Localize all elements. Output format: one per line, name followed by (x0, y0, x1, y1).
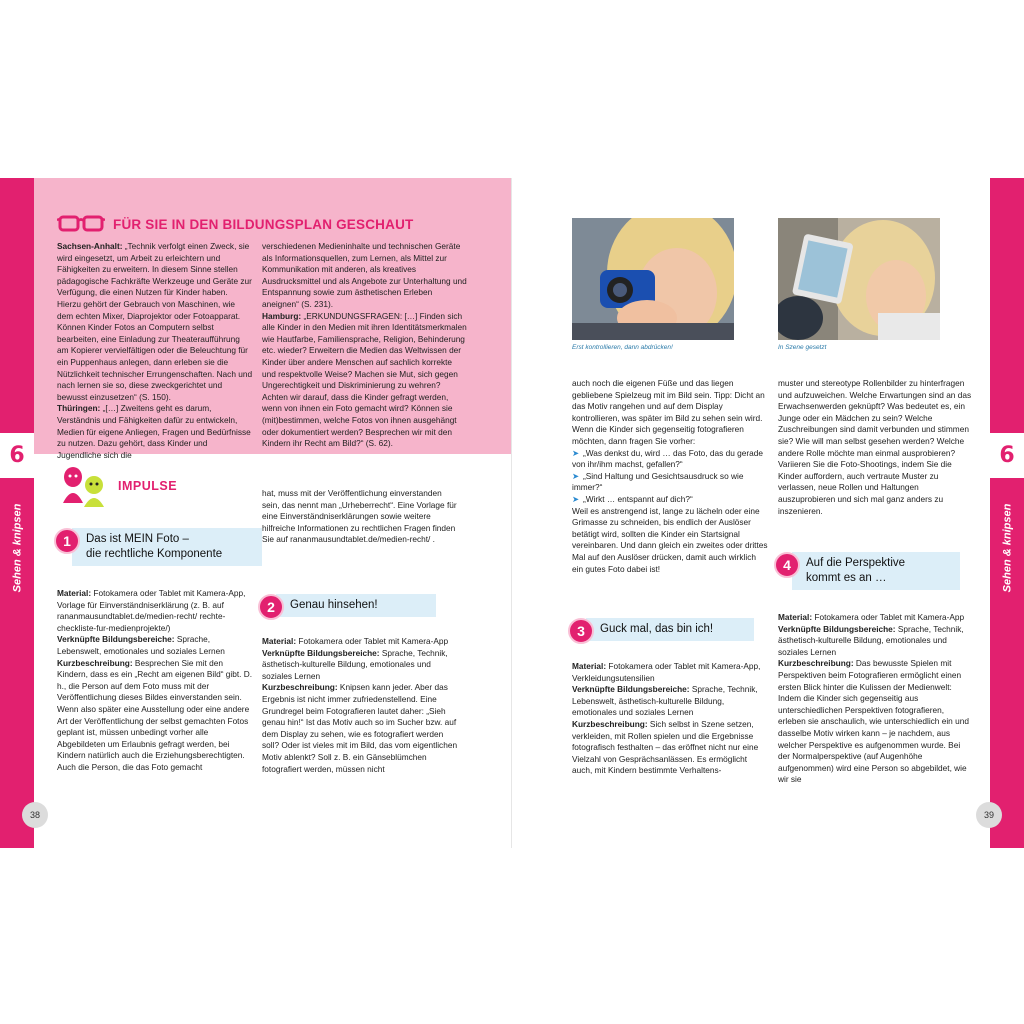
right-col-1-top (572, 378, 768, 575)
step-number: 4 (774, 552, 800, 578)
chapter-title: Sehen & knipsen (11, 503, 24, 593)
paragraph: hat, muss mit der Veröffentlichung einverstanden sein, das nennt man „Urheberrecht“. Eine Vorlage für eine Einverständniserklärungen sowie weitere hilfreiche Informationen zu rechtlichen Fragen finden Sie auf rananmausundtablet.de/medien-recht/ . (262, 488, 457, 545)
right-page (512, 178, 1024, 848)
step-title-bar (276, 594, 436, 617)
step-title: Auf die Perspektive (806, 557, 906, 569)
chapter-title: Sehen & knipsen (1001, 503, 1014, 593)
curriculum-col-2 (262, 241, 468, 450)
child-with-camera-image (572, 218, 734, 340)
chapter-edge-right (990, 178, 1024, 848)
left-page (0, 178, 512, 848)
page-number-left: 38 (22, 802, 48, 828)
step-title-bar (792, 552, 960, 590)
arrow-bullet-icon: ➤ (572, 493, 579, 504)
step-number: 1 (54, 528, 80, 554)
chapter-number-box (990, 433, 1024, 478)
paragraph: Verknüpfte Bildungsbereiche: Sprache, Technik, ästhetisch-kulturelle Bildung, emotionales und soziales Lernen (262, 647, 448, 681)
impulse-heading (58, 465, 177, 507)
paragraph: verschiedenen Medieninhalte und technischen Geräte als Informationsquellen, zum Lernen, als Mittel zur Kommunikation mit anderen, als kreatives Ausdrucksmittel und als Angebote zur Unterhaltung und Entspannung sowie zum ästhetischen Erleben aneignen“ (S. 231). (262, 241, 467, 309)
step-3-body (572, 661, 768, 777)
bullet-item: ➤ „Sind Haltung und Gesichtsausdruck so wie immer?“ (572, 470, 744, 493)
left-col-2-top (262, 488, 458, 546)
step-4-heading (774, 552, 960, 590)
paragraph: Material: Fotokamera oder Tablet mit Kamera-App, Vorlage für Einverständniserklärung (z. B. auf rananmausundtablet.de/medien-recht/ rechte-checkliste-fur-medienprojekte/) (57, 588, 246, 633)
step-title: Das ist MEIN Foto – (86, 533, 189, 545)
step-number: 3 (568, 618, 594, 644)
step-title-bar (586, 618, 754, 641)
step-1-heading (54, 528, 262, 566)
step-1-body (57, 588, 253, 774)
bullet-item: ➤ „Was denkst du, wird … das Foto, das du gerade von ihr/ihm machst, gefallen?“ (572, 447, 763, 470)
chapter-number: 6 (9, 443, 25, 468)
paragraph: Thüringen: „[…] Zweitens geht es darum, Verständnis und Fähigkeiten dafür zu entwickeln, Medien für eigene Anliegen, Fragen und Bedürfnisse zu nutzen. Dazu gehört, dass Kinder und Jugendliche sich die (57, 403, 251, 460)
paragraph: Material: Fotokamera oder Tablet mit Kamera-App, Verkleidungsutensilien (572, 661, 761, 683)
paragraph: Material: Fotokamera oder Tablet mit Kamera-App (262, 636, 449, 646)
step-number: 2 (258, 594, 284, 620)
step-title-bar (72, 528, 262, 566)
chapter-title-vertical (990, 483, 1024, 613)
paragraph: muster und stereotype Rollenbilder zu hinterfragen und aufzuweichen. Welche Erwartungen sind an das Erwachsenwerden geknüpft? Was bedeutet es, ein Junge oder ein Mädchen zu sein? Welche Zuschreibungen sind damit verbunden und stimmen sie? Wie will man selbst gesehen werden? Welche andere Rolle möchte man einmal ausprobieren? Variieren Sie die Foto-Shootings, indem Sie die Kinder auffordern, auch vertraute Muster zu verlassen, neue Rollen und Haltungen auszuprobieren und sich mal ganz anders zu inszenieren. (778, 378, 972, 516)
step-title: Guck mal, das bin ich! (600, 623, 714, 635)
glasses-icon (57, 214, 105, 234)
right-col-2-top (778, 378, 974, 517)
step-3-heading (568, 618, 754, 644)
chapter-number-box (0, 433, 34, 478)
paragraph: Hamburg: „ERKUNDUNGSFRAGEN: […] Finden sich alle Kinder in den Medien mit ihren Identitätsmerkmalen wie Hautfarbe, Familiensprache, Religion, Behinderung etc. wieder? Erweitern die Medien das Weltwissen der Kinder über andere Menschen auf sachlich korrekte und respektvolle Weise? Machen sie Mut, sich gegen Ungerechtigkeit und Diskriminierung zu wehren? Achten wir darauf, dass die Kinder gefragt werden, wenn von ihnen ein Foto gemacht wird? Können sie (mit)bestimmen, welche Fotos von ihnen ausgehängt oder dokumentiert werden? Besprechen wir mit den Kindern ihr Recht am Bild?“ (S. 62). (262, 310, 467, 449)
step-2-body (262, 636, 458, 775)
paragraph: auch noch die eigenen Füße und das liegen gebliebene Spielzeug mit im Bild sein. Tipp: Dicht an das Motiv rangehen und auf dem Display kontrollieren, was später im Bild zu sehen sein wird. Wenn die Kinder sich gegenseitig fotografieren möchten, dann fragen Sie vorher: (572, 378, 765, 446)
photo-caption: Erst kontrollieren, dann abdrücken! (572, 344, 673, 351)
impulse-label: IMPULSE (118, 479, 178, 493)
photo-child-camera (572, 218, 734, 340)
paragraph: Verknüpfte Bildungsbereiche: Sprache, Lebenswelt, emotionales und soziales Lernen (57, 634, 225, 656)
paragraph: Kurzbeschreibung: Knipsen kann jeder. Aber das Ergebnis ist nicht immer zufriedenstellend. Eine Grundregel beim Fotografieren lautet daher: „Sieh genau hin!“ Ist das Motiv auch so im Sucher bzw. auf dem Display zu sehen, wie es fotografiert werden soll? Oder ist vieles mit im Bild, das vom eigentlichen Motiv ablenkt? Soll z. B. ein Gänseblümchen fotografiert werden, müssen nicht (262, 682, 458, 774)
step-title: Genau hinsehen! (290, 599, 378, 611)
figures-icon (58, 465, 108, 507)
curriculum-col-1 (57, 241, 253, 461)
child-with-tablet-image (778, 218, 940, 340)
paragraph: Kurzbeschreibung: Besprechen Sie mit den Kindern, dass es ein „Recht am eigenen Bild“ gibt. D. h., die Person auf dem Foto muss mit der Veröffentlichung dieses Bildes einverstanden sein. Wenn also später eine Ausstellung oder eine andere Art der Veröffentlichung der selbst gemachten Fotos geplant ist, müssen unbedingt vorher alle Abgebildeten um Erlaubnis gefragt werden, bei Kindern natürlich auch die Erziehungsberechtigten. Auch die Person, die das Foto gemacht (57, 657, 253, 772)
paragraph: Kurzbeschreibung: Sich selbst in Szene setzen, verkleiden, mit Rollen spielen und die Ergebnisse fotografisch festhalten – das eröffnet nicht nur eine Vielzahl von Gesprächsanlässen. Es ermöglicht auch, mit Kindern bestimmte Verhaltens- (572, 718, 759, 776)
photo-tablet (778, 218, 940, 340)
paragraph: Material: Fotokamera oder Tablet mit Kamera-App (778, 612, 965, 622)
paragraph: Weil es anstrengend ist, lange zu lächeln oder eine Grimasse zu schneiden, bis endlich der Auslöser betätigt wird, sollten die Kinder ein Startsignal vereinbaren. Und dann gleich ein zweites oder drittes Mal auf den Auslöser drücken, damit auch wirklich ein gutes Foto dabei ist! (572, 505, 768, 574)
paragraph: Kurzbeschreibung: Das bewusste Spielen mit Perspektiven beim Fotografieren ermöglicht einen ersten Blick hinter die Kulissen der Medienwelt: Indem die Kinder sich gegenseitig aus unterschiedlichen Perspektiven fotografieren, erleben sie anschaulich, wie unterschiedlich ein und dasselbe Motiv wirken kann – je nachdem, aus welcher Perspektive es aufgenommen wurde. Bei der Normalperspektive (auf Augenhöhe aufgenommen) wird eine Person so abgebildet, wie wir sie (778, 658, 969, 785)
step-title: die rechtliche Komponente (86, 548, 223, 560)
paragraph: Verknüpfte Bildungsbereiche: Sprache, Technik, ästhetisch-kulturelle Bildung, emotionales und soziales Lernen (778, 623, 964, 657)
chapter-number: 6 (999, 443, 1015, 468)
page-number-right: 39 (976, 802, 1002, 828)
curriculum-box-heading: FÜR SIE IN DEN BILDUNGSPLAN GESCHAUT (113, 216, 414, 232)
chapter-title-vertical (0, 483, 34, 613)
step-title: kommt es an … (806, 572, 887, 584)
curriculum-box-title (57, 214, 413, 234)
step-4-body (778, 612, 974, 786)
photo-caption: In Szene gesetzt (778, 344, 827, 351)
paragraph: Sachsen-Anhalt: „Technik verfolgt einen Zweck, sie wird eingesetzt, um Arbeit zu erleichtern und Fähigkeiten zu erweitern. In diesem Sinne stellen pädagogische Fachkräfte Werkzeuge und Geräte zur Verfügung, die einen Nutzen für Kinder haben. Hierzu gehört der Gebrauch von Maschinen, wie dem echten Mixer, Diaprojektor oder Fotoapparat. Können Kinder Fotos an Computern selbst bearbeiten, eine Einladung zur Theateraufführung am Kopierer vervielfältigen oder die Beleuchtung für ein Puppenhaus anlegen, dann erleben sie die Nützlichkeit technischer Errungenschaften. Nach und nach lernen sie so, diese zweckgerichtet und bewusst einzusetzen“ (S. 150). (57, 241, 253, 402)
arrow-bullet-icon: ➤ (572, 470, 579, 481)
paragraph: Verknüpfte Bildungsbereiche: Sprache, Technik, Lebenswelt, ästhetisch-kulturelle Bildung, emotionales und soziales Lernen (572, 684, 758, 718)
bullet-item: ➤ „Wirkt … entspannt auf dich?“ (572, 493, 693, 504)
step-2-heading (258, 594, 436, 620)
book-spread (0, 178, 1024, 848)
chapter-edge-left (0, 178, 34, 848)
arrow-bullet-icon: ➤ (572, 447, 579, 458)
